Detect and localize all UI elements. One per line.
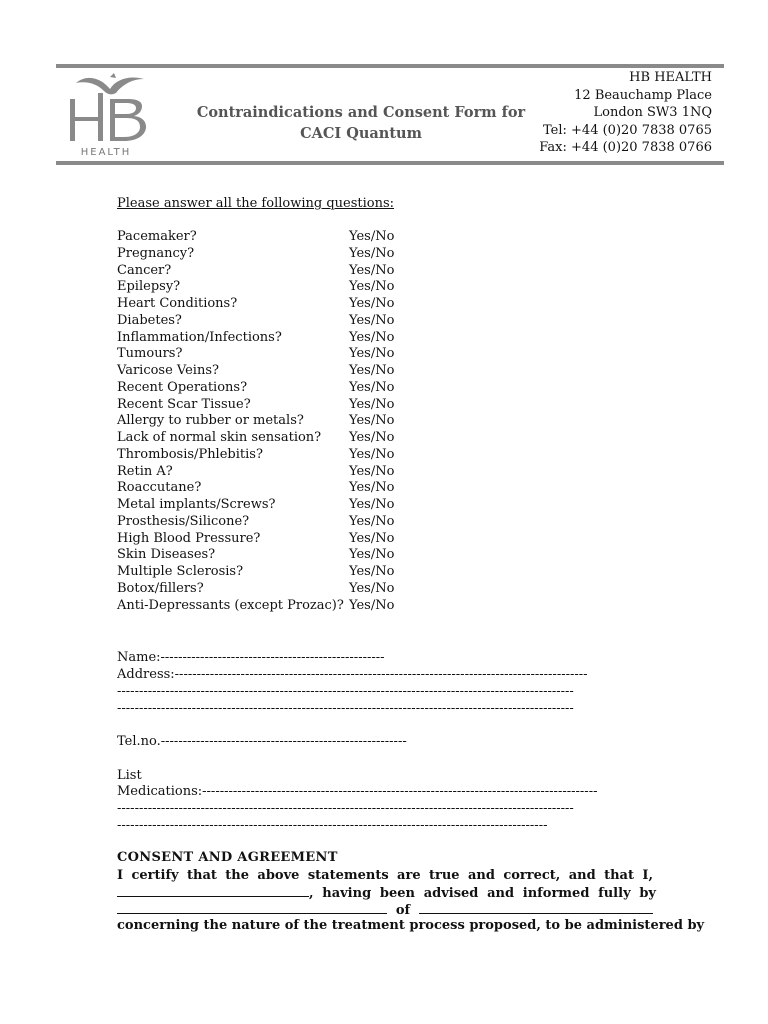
telephone: Tel: +44 (0)20 7838 0765 <box>543 122 712 138</box>
yes-no-option[interactable]: Yes/No <box>349 329 395 345</box>
client-name-blank[interactable] <box>117 884 309 897</box>
yes-no-option[interactable]: Yes/No <box>349 363 395 378</box>
question-label: Tumours? <box>117 346 183 362</box>
yes-no-option[interactable]: Yes/No <box>349 580 395 596</box>
yes-no-option[interactable]: Yes/No <box>349 597 395 613</box>
instructions: Please answer all the following questions: <box>117 196 395 211</box>
question-row <box>117 397 437 414</box>
question-row <box>117 229 437 246</box>
yes-no-option[interactable]: Yes/No <box>349 312 395 328</box>
question-row <box>117 514 437 531</box>
question-label: Recent Scar Tissue? <box>117 396 251 412</box>
question-label: Multiple Sclerosis? <box>117 564 244 579</box>
header-bottom-rule <box>56 161 724 165</box>
question-label: Retin A? <box>117 463 173 479</box>
consent-line-2 <box>117 884 656 902</box>
company-name: HB HEALTH <box>629 70 712 85</box>
list-label: List <box>117 768 142 783</box>
yes-no-option[interactable]: Yes/No <box>349 379 395 395</box>
medications-field-cont1[interactable]: -------------------------------------------------------------------------------------------------------- <box>117 801 574 816</box>
bird-hb-icon <box>58 69 154 149</box>
yes-no-option[interactable]: Yes/No <box>349 396 395 412</box>
of-label: of <box>395 903 411 918</box>
yes-no-option[interactable]: Yes/No <box>349 262 395 278</box>
question-row <box>117 547 437 564</box>
form-title-line1: Contraindications and Consent Form for <box>196 104 526 121</box>
question-label: Epilepsy? <box>117 279 181 295</box>
consent-heading: CONSENT AND AGREEMENT <box>117 850 338 865</box>
consent-line-2-text: , having been advised and informed fully by <box>309 886 656 901</box>
yes-no-option[interactable]: Yes/No <box>349 279 395 295</box>
logo-text: HEALTH <box>80 147 132 158</box>
question-row <box>117 430 437 447</box>
question-row <box>117 464 437 481</box>
yes-no-option[interactable]: Yes/No <box>349 513 395 529</box>
medications-field-cont2[interactable]: -------------------------------------------------------------------------------------------------- <box>117 818 548 833</box>
question-label: Recent Operations? <box>117 379 248 395</box>
question-row <box>117 413 437 430</box>
city-postcode: London SW3 1NQ <box>593 105 712 120</box>
question-row <box>117 581 437 598</box>
yes-no-option[interactable]: Yes/No <box>349 446 395 462</box>
form-title <box>196 102 526 144</box>
question-label: Varicose Veins? <box>117 363 219 378</box>
consent-line-4: concerning the nature of the treatment process proposed, to be administered by <box>117 918 705 933</box>
question-label: Pregnancy? <box>117 245 195 261</box>
question-label: Lack of normal skin sensation? <box>117 430 322 445</box>
yes-no-option[interactable]: Yes/No <box>349 497 395 512</box>
practitioner-blank[interactable] <box>117 901 387 914</box>
form-title-line2: CACI Quantum <box>300 125 422 142</box>
yes-no-option[interactable]: Yes/No <box>349 564 395 579</box>
question-label: High Blood Pressure? <box>117 530 261 546</box>
question-row <box>117 480 437 497</box>
question-row <box>117 598 437 615</box>
header-top-rule <box>56 64 724 68</box>
question-row <box>117 564 437 581</box>
yes-no-option[interactable]: Yes/No <box>349 346 395 362</box>
questions-list <box>117 229 437 614</box>
question-row <box>117 447 437 464</box>
question-row <box>117 263 437 280</box>
question-label: Anti-Depressants (except Prozac)? <box>117 597 344 613</box>
yes-no-option[interactable]: Yes/No <box>349 480 395 496</box>
address-field-cont2[interactable]: -------------------------------------------------------------------------------------------------------- <box>117 701 574 716</box>
medications-field[interactable]: Medications:------------------------------------------------------------------------------------------ <box>117 784 598 799</box>
address-field[interactable]: Address:---------------------------------------------------------------------------------------------- <box>117 667 588 682</box>
question-row <box>117 330 437 347</box>
question-row <box>117 313 437 330</box>
street-address: 12 Beauchamp Place <box>574 87 712 103</box>
question-row <box>117 246 437 263</box>
question-row <box>117 531 437 548</box>
question-label: Roaccutane? <box>117 480 202 496</box>
question-label: Pacemaker? <box>117 229 197 244</box>
yes-no-option[interactable]: Yes/No <box>349 430 395 445</box>
hb-health-logo <box>58 69 154 161</box>
question-row <box>117 380 437 397</box>
question-label: Prosthesis/Silicone? <box>117 513 250 529</box>
question-label: Botox/fillers? <box>117 580 204 596</box>
yes-no-option[interactable]: Yes/No <box>349 547 395 563</box>
question-label: Diabetes? <box>117 312 182 328</box>
yes-no-option[interactable]: Yes/No <box>349 229 395 244</box>
question-label: Metal implants/Screws? <box>117 497 276 512</box>
consent-line-1: I certify that the above statements are true and correct, and that I, <box>117 868 653 883</box>
tel-field[interactable]: Tel.no.-------------------------------------------------------- <box>117 734 407 749</box>
question-label: Allergy to rubber or metals? <box>117 413 304 429</box>
question-row <box>117 279 437 296</box>
yes-no-option[interactable]: Yes/No <box>349 413 395 429</box>
question-label: Cancer? <box>117 262 172 278</box>
contact-block <box>539 69 712 157</box>
question-label: Inflammation/Infections? <box>117 329 282 345</box>
question-label: Heart Conditions? <box>117 296 238 311</box>
question-row <box>117 363 437 380</box>
question-label: Thrombosis/Phlebitis? <box>117 446 263 462</box>
name-field[interactable]: Name:--------------------------------------------------- <box>117 650 385 665</box>
fax: Fax: +44 (0)20 7838 0766 <box>539 140 712 155</box>
question-row <box>117 296 437 313</box>
yes-no-option[interactable]: Yes/No <box>349 245 395 261</box>
yes-no-option[interactable]: Yes/No <box>349 530 395 546</box>
question-row <box>117 497 437 514</box>
question-row <box>117 346 437 363</box>
clinic-blank[interactable] <box>419 901 653 914</box>
yes-no-option[interactable]: Yes/No <box>349 463 395 479</box>
yes-no-option[interactable]: Yes/No <box>349 296 395 311</box>
address-field-cont1[interactable]: -------------------------------------------------------------------------------------------------------- <box>117 684 574 699</box>
question-label: Skin Diseases? <box>117 547 216 563</box>
